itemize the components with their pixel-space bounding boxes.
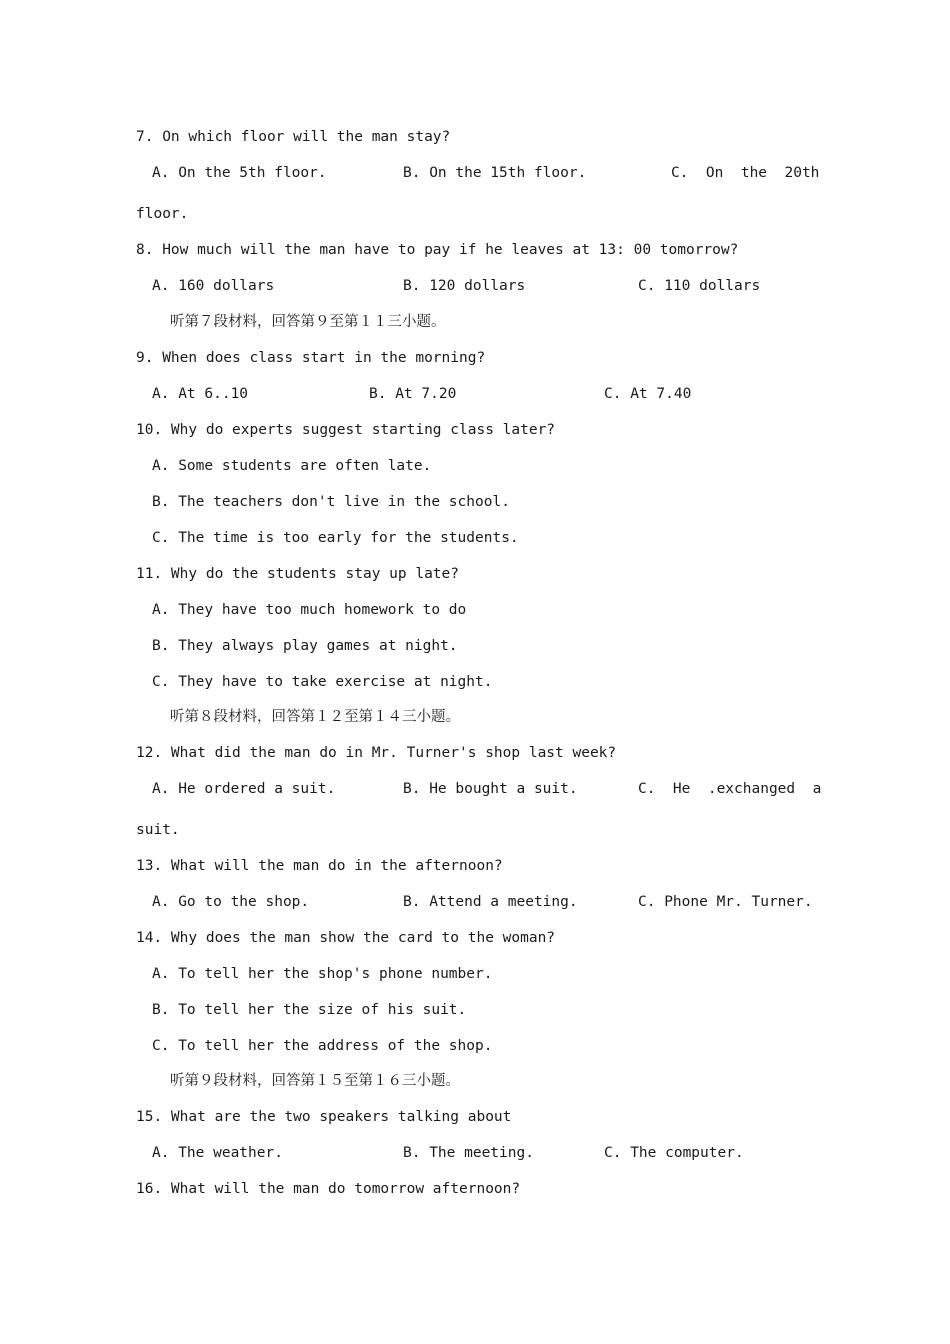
q12-option-b: B. He bought a suit. [403, 781, 578, 797]
q8-option-c: C. 110 dollars [638, 278, 761, 294]
q8-option-a: A. 160 dollars [152, 278, 275, 294]
q7-option-c: C. On the 20th [671, 165, 820, 181]
question-8: 8. How much will the man have to pay if he leaves at 13: 00 tomorrow? [136, 242, 739, 258]
q14-option-b: B. To tell her the size of his suit. [152, 1002, 467, 1018]
question-10: 10. Why do experts suggest starting class later? [136, 422, 556, 438]
q10-option-c: C. The time is too early for the students. [152, 530, 519, 546]
q12-option-a: A. He ordered a suit. [152, 781, 336, 797]
question-16: 16. What will the man do tomorrow afternoon? [136, 1181, 521, 1197]
q9-option-b: B. At 7.20 [369, 386, 457, 402]
section-heading-8: 听第８段材料，回答第１２至第１４三小题。 [170, 709, 460, 725]
q13-option-c: C. Phone Mr. Turner. [638, 894, 813, 910]
q15-option-c: C. The computer. [604, 1145, 744, 1161]
q7-option-b: B. On the 15th floor. [403, 165, 587, 181]
q10-option-a: A. Some students are often late. [152, 458, 432, 474]
q15-option-a: A. The weather. [152, 1145, 283, 1161]
question-13: 13. What will the man do in the afternoon? [136, 858, 503, 874]
q9-option-a: A. At 6..10 [152, 386, 249, 402]
q12-option-c-wrap: suit. [136, 822, 180, 838]
section-heading-9: 听第９段材料，回答第１５至第１６三小题。 [170, 1073, 460, 1089]
q14-option-c: C. To tell her the address of the shop. [152, 1038, 493, 1054]
q7-option-c-wrap: floor. [136, 206, 189, 222]
q11-option-a: A. They have too much homework to do [152, 602, 467, 618]
q10-option-b: B. The teachers don't live in the school. [152, 494, 510, 510]
q12-option-c: C. He .exchanged a [638, 781, 822, 797]
question-7: 7. On which floor will the man stay? [136, 129, 451, 145]
q8-option-b: B. 120 dollars [403, 278, 526, 294]
q9-option-c: C. At 7.40 [604, 386, 692, 402]
q11-option-b: B. They always play games at night. [152, 638, 458, 654]
section-heading-7: 听第７段材料，回答第９至第１１三小题。 [170, 314, 446, 330]
question-15: 15. What are the two speakers talking about [136, 1109, 512, 1125]
q13-option-a: A. Go to the shop. [152, 894, 310, 910]
q13-option-b: B. Attend a meeting. [403, 894, 578, 910]
question-11: 11. Why do the students stay up late? [136, 566, 460, 582]
question-14: 14. Why does the man show the card to the woman? [136, 930, 556, 946]
q7-option-a: A. On the 5th floor. [152, 165, 327, 181]
question-12: 12. What did the man do in Mr. Turner's shop last week? [136, 745, 617, 761]
q14-option-a: A. To tell her the shop's phone number. [152, 966, 493, 982]
question-9: 9. When does class start in the morning? [136, 350, 486, 366]
q11-option-c: C. They have to take exercise at night. [152, 674, 493, 690]
q15-option-b: B. The meeting. [403, 1145, 534, 1161]
